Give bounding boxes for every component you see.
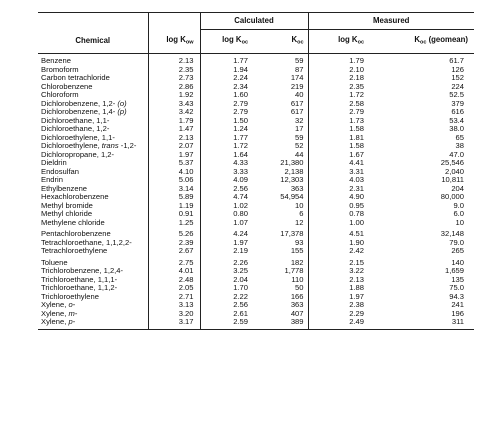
calc-log-koc-cell: 0.80	[233, 209, 248, 218]
chemical-name: Bromoform	[41, 64, 79, 74]
calc-koc-cell: 1,778	[258, 267, 308, 276]
calc-koc-cell: 59	[258, 134, 308, 143]
calc-koc-cell: 10	[258, 202, 308, 211]
meas-log-koc-cell: 2.31	[349, 183, 364, 193]
meas-log-koc-cell: 1.81	[349, 132, 364, 142]
meas-log-koc-cell: 1.88	[349, 283, 364, 292]
meas-log-koc-cell: 3.22	[349, 266, 364, 275]
calc-log-koc-cell: 2.26	[233, 257, 248, 267]
group-header-calculated: Calculated	[200, 13, 308, 30]
meas-koc-cell: 79.0	[449, 237, 464, 247]
meas-log-koc-cell: 0.78	[349, 209, 364, 218]
calc-log-koc-cell: 1.07	[233, 217, 248, 227]
calc-log-koc-cell: 2.24	[233, 73, 248, 82]
column-header-meas-log-koc-label: log K	[338, 35, 358, 44]
table-row	[38, 284, 474, 293]
log-kow-cell: 3.13	[148, 301, 200, 310]
log-kow-cell: 1.25	[148, 219, 200, 228]
chemical-name: Endrin	[41, 175, 63, 184]
log-kow-cell: 2.35	[148, 66, 200, 75]
log-kow-cell: 5.89	[148, 193, 200, 202]
chemical-name-italic: m-	[68, 308, 78, 318]
calc-log-koc-cell: 1.02	[233, 200, 248, 210]
calc-log-koc-cell: 1.77	[233, 132, 248, 142]
table-row	[38, 310, 474, 319]
meas-koc-cell: 9.0	[453, 200, 464, 210]
meas-log-koc-cell: 2.18	[349, 73, 364, 82]
meas-log-koc-cell: 1.97	[349, 291, 364, 301]
chemical-name: Trichloroethane, 1,1,1-	[41, 274, 118, 284]
column-header-chemical-label: Chemical	[75, 36, 111, 45]
log-kow-cell: 0.91	[148, 210, 200, 219]
calc-koc-cell: 407	[258, 310, 308, 319]
calc-log-koc-cell: 2.22	[233, 291, 248, 301]
calc-koc-cell: 617	[258, 108, 308, 117]
log-kow-cell: 2.71	[148, 293, 200, 302]
calc-log-koc-cell: 2.19	[233, 246, 248, 255]
calc-log-koc-cell: 1.50	[233, 115, 248, 125]
meas-koc-cell: 616	[451, 107, 464, 116]
column-header-log-kow-sub: ow	[185, 39, 194, 46]
meas-koc-cell: 61.7	[449, 56, 464, 65]
meas-log-koc-cell: 2.13	[349, 274, 364, 284]
calc-log-koc-cell: 2.34	[233, 81, 248, 91]
meas-koc-cell: 152	[451, 73, 464, 82]
column-header-meas-koc-sub: oc	[419, 39, 427, 46]
log-kow-cell: 4.01	[148, 267, 200, 276]
meas-log-koc-cell: 2.42	[349, 246, 364, 255]
meas-koc-cell: 224	[451, 81, 464, 91]
calc-koc-cell: 32	[258, 117, 308, 126]
meas-koc-cell: 75.0	[449, 283, 464, 292]
calc-log-koc-cell: 4.33	[233, 158, 248, 167]
chemical-name-cell	[38, 318, 148, 329]
calc-log-koc-cell: 4.24	[233, 229, 248, 238]
chemical-name: Dichloroethylene,	[41, 141, 102, 150]
log-kow-cell: 3.42	[148, 108, 200, 117]
log-kow-cell: 2.48	[148, 276, 200, 285]
calc-koc-cell: 87	[258, 66, 308, 75]
chemical-name: Dichlorobenzene, 1,2-	[41, 98, 118, 108]
calc-koc-cell: 389	[258, 318, 308, 329]
log-kow-cell: 3.20	[148, 310, 200, 319]
log-kow-cell: 2.75	[148, 256, 200, 268]
meas-koc-cell: 265	[451, 246, 464, 255]
calc-koc-cell: 12,303	[258, 176, 308, 185]
meas-log-koc-cell: 4.90	[349, 192, 364, 201]
calc-koc-cell: 17,378	[258, 227, 308, 239]
log-kow-cell: 2.05	[148, 284, 200, 293]
log-kow-cell: 1.19	[148, 202, 200, 211]
meas-log-koc-cell: 4.03	[349, 175, 364, 184]
log-kow-cell: 5.06	[148, 176, 200, 185]
log-kow-cell: 3.14	[148, 185, 200, 194]
chemical-name: Dichloropropane, 1,2-	[41, 149, 115, 159]
meas-koc-cell: 10,811	[441, 175, 464, 184]
table-row	[38, 219, 474, 228]
meas-koc-cell: 65	[455, 132, 464, 142]
chemical-name: Chlorobenzene	[41, 81, 93, 91]
calc-log-koc-cell: 2.61	[233, 308, 248, 318]
meas-koc-cell: 32,148	[440, 229, 464, 238]
calc-koc-cell: 155	[258, 247, 308, 256]
log-kow-cell: 2.07	[148, 142, 200, 151]
calc-koc-cell: 44	[258, 151, 308, 160]
calc-koc-cell: 93	[258, 239, 308, 248]
column-header-meas-log-koc-sub: oc	[357, 39, 364, 46]
chemical-name-italic: (p)	[117, 107, 127, 116]
meas-koc-cell: 135	[451, 274, 464, 284]
chemical-name: Benzene	[41, 56, 71, 65]
table-row	[38, 301, 474, 310]
log-kow-cell: 1.47	[148, 125, 200, 134]
meas-log-koc-cell: 4.41	[349, 158, 364, 167]
meas-log-koc-cell: 3.31	[349, 166, 364, 176]
chemical-name: Dichlorobenzene, 1,4-	[41, 107, 118, 116]
group-header-row	[38, 13, 474, 30]
chemical-name: Methyl bromide	[41, 200, 93, 210]
column-header-meas-koc-label: K	[414, 35, 420, 44]
column-header-log-kow-label: log K	[166, 34, 186, 44]
calc-koc-cell: 166	[258, 293, 308, 302]
meas-koc-cell: 126	[451, 64, 464, 74]
table-row	[38, 247, 474, 256]
calc-koc-cell: 59	[258, 54, 308, 66]
log-kow-cell: 2.13	[148, 54, 200, 66]
meas-koc-cell: 241	[451, 300, 464, 309]
calc-koc-cell: 174	[258, 74, 308, 83]
column-header-row	[38, 30, 474, 54]
meas-log-koc-cell: 2.58	[349, 98, 364, 108]
meas-koc-cell: 38.0	[449, 124, 464, 133]
calc-koc-cell: 50	[258, 284, 308, 293]
meas-koc-cell: 38	[455, 141, 464, 150]
header-spacer-chemical	[38, 13, 148, 30]
chemical-name: Xylene,	[41, 317, 69, 326]
meas-koc-cell: 52.5	[449, 90, 464, 99]
meas-log-koc-cell: 2.38	[349, 300, 364, 309]
meas-log-koc-cell: 2.10	[349, 64, 364, 74]
chemical-name: Dichloroethane, 1,2-	[41, 124, 110, 133]
chemical-name-italic: (o)	[117, 98, 127, 108]
chemical-name: Trichlorobenzene, 1,2,4-	[41, 266, 124, 275]
log-kow-cell: 2.86	[148, 83, 200, 92]
column-header-calc-log-koc-label: log K	[222, 35, 242, 44]
chemical-name: Dichloroethane, 1,1-	[41, 115, 110, 125]
column-header-calc-koc	[258, 30, 308, 54]
chemical-name: Methylene chloride	[41, 217, 105, 227]
column-header-calc-log-koc	[200, 30, 258, 54]
calc-log-koc-cell: 1.60	[233, 90, 248, 99]
meas-log-koc-cell: 1.79	[349, 56, 364, 65]
log-kow-cell: 2.39	[148, 239, 200, 248]
chemical-name: Xylene,	[41, 308, 69, 318]
log-kow-cell: 2.73	[148, 74, 200, 83]
calc-koc-cell: 40	[258, 91, 308, 100]
calc-log-koc-cell: 2.59	[200, 318, 258, 329]
table-body	[38, 54, 474, 330]
log-kow-cell: 3.43	[148, 100, 200, 109]
chemical-name: Trichloroethane, 1,1,2-	[41, 283, 118, 292]
meas-koc-cell: 80,000	[440, 192, 464, 201]
chemical-name: Tetrachloroethylene	[41, 246, 108, 255]
chemical-name: Tetrachloroethane, 1,1,2,2-	[41, 237, 132, 247]
chemical-name: Pentachlorobenzene	[41, 229, 111, 238]
meas-log-koc-cell: 1.58	[349, 124, 364, 133]
table-row	[38, 193, 474, 202]
meas-koc-cell: 204	[451, 183, 464, 193]
table-row	[38, 202, 474, 211]
column-header-meas-koc-suffix: (geomean)	[426, 35, 468, 44]
column-header-meas-log-koc	[308, 30, 376, 54]
log-kow-cell: 1.79	[148, 117, 200, 126]
chemical-name: Ethylbenzene	[41, 183, 88, 193]
chemical-name-italic: p-	[68, 317, 76, 326]
meas-log-koc-cell: 4.51	[349, 229, 364, 238]
calc-koc-cell: 6	[258, 210, 308, 219]
column-header-chemical	[38, 30, 148, 54]
meas-log-koc-cell: 1.58	[349, 141, 364, 150]
calc-koc-cell: 219	[258, 83, 308, 92]
meas-koc-cell: 25,546	[440, 158, 464, 167]
calc-koc-cell: 2,138	[258, 168, 308, 177]
chemical-name-cell	[38, 219, 148, 228]
calc-koc-cell: 110	[258, 276, 308, 285]
calc-koc-cell: 21,380	[258, 159, 308, 168]
table-row	[38, 168, 474, 177]
table-row	[38, 151, 474, 160]
calc-koc-cell: 54,954	[258, 193, 308, 202]
log-kow-cell: 5.37	[148, 159, 200, 168]
table-row	[38, 293, 474, 302]
column-header-calc-koc-sub: oc	[297, 39, 304, 46]
calc-log-koc-cell: 4.09	[233, 175, 248, 184]
calc-log-koc-cell: 1.64	[233, 149, 248, 159]
log-kow-cell: 5.26	[148, 227, 200, 239]
meas-log-koc-cell: 2.49	[308, 318, 376, 329]
calc-log-koc-cell: 2.56	[233, 183, 248, 193]
meas-log-koc-cell: 2.35	[349, 81, 364, 91]
calc-koc-cell: 617	[258, 100, 308, 109]
chemical-name: Chloroform	[41, 90, 79, 99]
meas-log-koc-cell: 2.15	[349, 257, 364, 267]
chemical-name-cell	[38, 247, 148, 256]
column-header-calc-log-koc-sub: oc	[241, 39, 248, 46]
log-kow-cell: 1.92	[148, 91, 200, 100]
meas-koc-cell: 6.0	[453, 209, 464, 218]
chemical-name: Dichloroethylene, 1,1-	[41, 132, 115, 142]
log-kow-cell: 3.17	[148, 318, 200, 329]
calc-log-koc-cell: 1.72	[233, 141, 248, 150]
calc-koc-cell: 363	[258, 301, 308, 310]
calc-koc-cell: 363	[258, 185, 308, 194]
calc-log-koc-cell: 1.97	[233, 237, 248, 247]
calc-log-koc-cell: 1.77	[233, 56, 248, 65]
meas-log-koc-cell: 0.95	[349, 200, 364, 210]
column-header-meas-koc	[376, 30, 474, 54]
header-spacer-kow	[148, 13, 200, 30]
meas-log-koc-cell: 1.73	[349, 115, 364, 125]
meas-koc-cell: 1,659	[444, 266, 464, 275]
meas-log-koc-cell: 2.79	[349, 107, 364, 116]
chemical-name: Methyl chloride	[41, 209, 93, 218]
meas-koc-cell: 196	[451, 308, 464, 318]
calc-log-koc-cell: 3.33	[233, 166, 248, 176]
column-header-log-kow	[148, 30, 200, 54]
chemical-name: Hexachlorobenzene	[41, 192, 109, 201]
meas-koc-cell: 10	[455, 217, 464, 227]
table-row	[38, 176, 474, 185]
meas-log-koc-cell: 1.90	[349, 237, 364, 247]
calc-log-koc-cell: 1.24	[233, 124, 248, 133]
log-kow-cell: 4.10	[148, 168, 200, 177]
meas-koc-cell: 47.0	[449, 149, 464, 159]
meas-koc-cell: 140	[451, 257, 464, 267]
table-row	[38, 159, 474, 168]
meas-koc-cell: 53.4	[449, 115, 464, 125]
column-header-calc-koc-label: K	[291, 35, 298, 44]
chemical-name: Trichloroethylene	[41, 291, 99, 301]
calc-koc-cell: 52	[258, 142, 308, 151]
chemical-name: Endosulfan	[41, 166, 79, 176]
meas-log-koc-cell: 1.00	[349, 217, 364, 227]
chemical-name-italic: trans	[101, 141, 119, 150]
chemical-name-italic: o-	[68, 300, 76, 309]
calc-log-koc-cell: 2.79	[233, 98, 248, 108]
koc-table-container	[38, 12, 474, 330]
log-kow-cell: 2.13	[148, 134, 200, 143]
calc-log-koc-cell: 4.74	[233, 192, 248, 201]
table-row	[38, 74, 474, 83]
log-kow-cell: 2.67	[148, 247, 200, 256]
meas-log-koc-cell: 2.29	[349, 308, 364, 318]
group-header-measured: Measured	[308, 13, 474, 30]
calc-log-koc-cell: 1.94	[233, 64, 248, 74]
log-kow-cell: 1.97	[148, 151, 200, 160]
chemical-name: Carbon tetrachloride	[41, 73, 110, 82]
chemical-name: Xylene,	[41, 300, 69, 309]
meas-koc-cell: 2,040	[444, 166, 464, 176]
calc-koc-cell: 17	[258, 125, 308, 134]
table-row	[38, 54, 474, 66]
calc-log-koc-cell: 2.56	[233, 300, 248, 309]
chemical-name: Toluene	[41, 257, 68, 267]
meas-koc-cell: 311	[376, 318, 474, 329]
meas-log-koc-cell: 1.72	[349, 90, 364, 99]
calc-log-koc-cell: 1.70	[233, 283, 248, 292]
meas-koc-cell: 94.3	[449, 291, 464, 301]
meas-log-koc-cell: 1.67	[349, 149, 364, 159]
calc-log-koc-cell: 2.04	[233, 274, 248, 284]
koc-data-table	[38, 12, 474, 330]
calc-koc-cell: 182	[258, 256, 308, 268]
calc-koc-cell: 12	[258, 219, 308, 228]
chemical-name-suffix: -1,2-	[118, 141, 137, 150]
calc-log-koc-cell: 2.79	[233, 107, 248, 116]
table-row	[38, 318, 474, 329]
meas-koc-cell: 379	[451, 98, 464, 108]
calc-log-koc-cell: 3.25	[233, 266, 248, 275]
chemical-name: Dieldrin	[41, 158, 67, 167]
table-row	[38, 83, 474, 92]
